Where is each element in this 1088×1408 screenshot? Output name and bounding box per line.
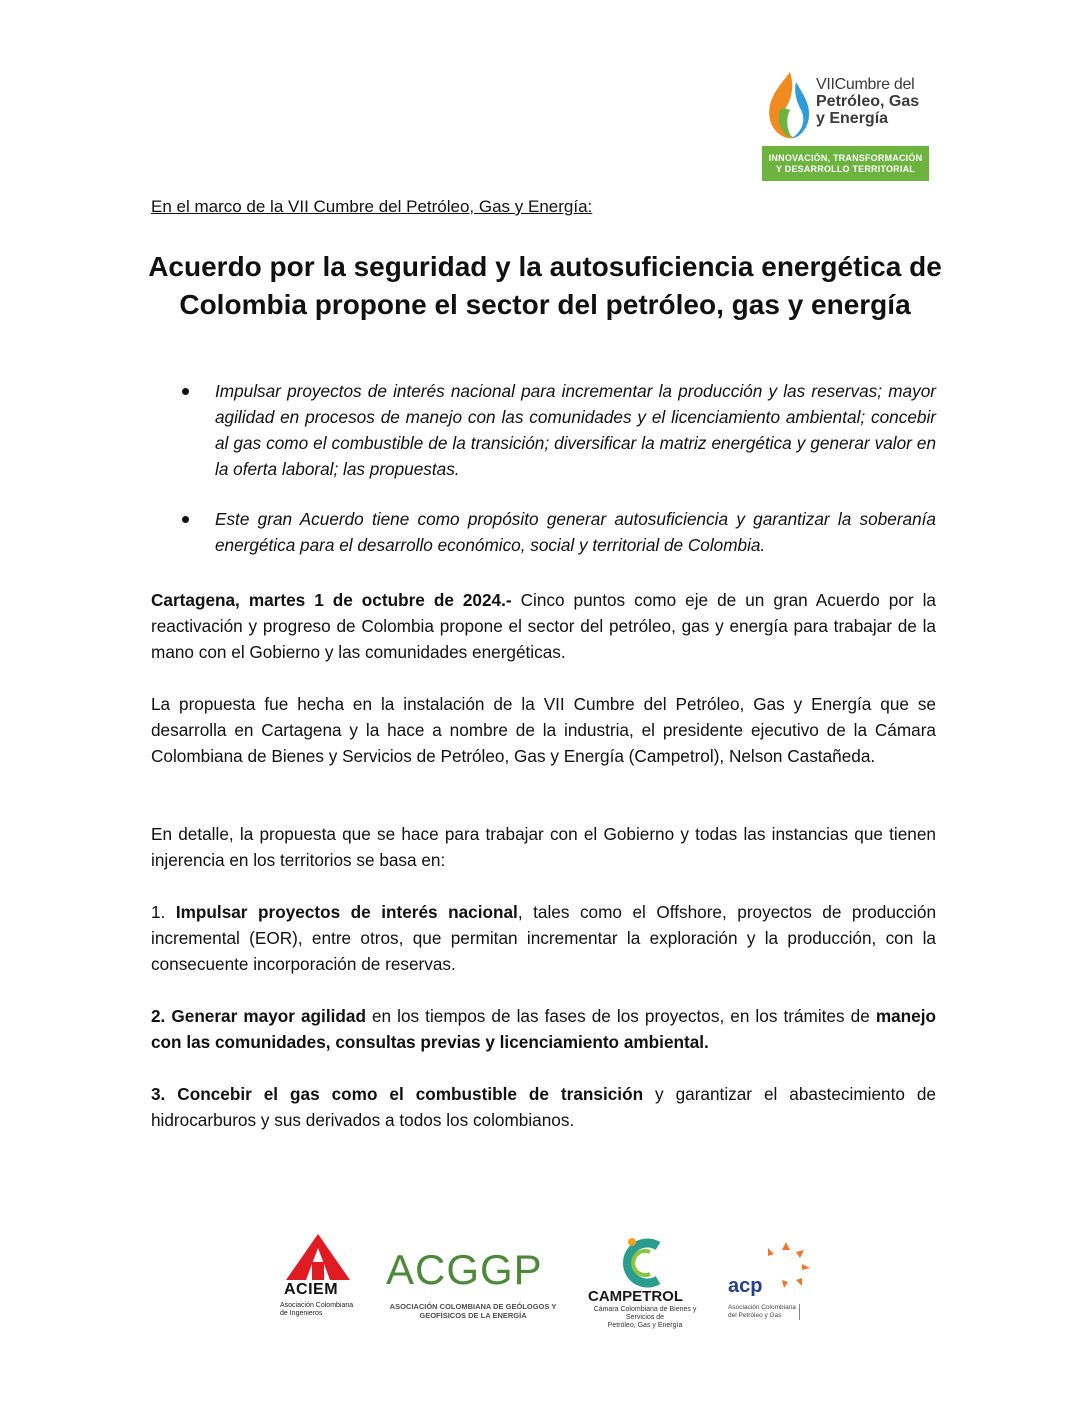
acp-name: acp xyxy=(728,1275,763,1297)
bullet-dot-icon xyxy=(182,516,189,523)
aciem-logo xyxy=(276,1232,360,1324)
document-title: Acuerdo por la seguridad y la autosuficiencia energética de Colombia propone el sector del petróleo, gas y energía xyxy=(148,251,942,320)
campetrol-sub-line: Petróleo, Gas y Energía xyxy=(607,1322,683,1329)
acggp-sub-line: ASOCIACIÓN COLOMBIANA DE GEÓLOGOS Y xyxy=(389,1302,557,1311)
bullet-item xyxy=(176,506,936,558)
acggp-logo xyxy=(386,1246,566,1328)
logo-line-1: VIICumbre del xyxy=(816,76,915,93)
logo-line-2: Petróleo, Gas xyxy=(816,93,920,110)
bullet-text: Este gran Acuerdo tiene como propósito generar autosuficiencia y garantizar la soberanía energética para el desarrollo económico, social y territorial de Colombia. xyxy=(215,509,936,555)
point-number: 1. xyxy=(151,902,176,922)
paragraph-text: Cinco puntos como eje de un gran Acuerdo por la reactivación y progreso de Colombia propone el sector del petróleo, gas y energía para trabajar de la mano con el Gobierno y las comunidades energéticas. xyxy=(151,590,936,662)
bullet-item xyxy=(176,378,936,482)
aciem-sub-line: Asociación Colombiana xyxy=(280,1302,354,1309)
aciem-sub-line: de Ingenieros xyxy=(280,1310,323,1317)
campetrol-name: CAMPETROL xyxy=(588,1288,683,1305)
point-1 xyxy=(151,899,936,977)
paragraph-proposal: La propuesta fue hecha en la instalación de la VII Cumbre del Petróleo, Gas y Energía que se desarrolla en Cartagena y la hace a nombre de la industria, el presidente ejecutivo de la Cámara Colombiana de Bienes y Servicios de Petróleo, Gas y Energía (Campetrol), Nelson Castañeda. xyxy=(151,694,936,766)
acp-logo xyxy=(724,1240,814,1330)
acggp-sub-line: GEOFÍSICOS DE LA ENERGÍA xyxy=(419,1311,527,1320)
paragraph-dateline xyxy=(151,587,936,665)
flame-icon xyxy=(760,70,820,142)
cumbre-logo xyxy=(760,70,930,182)
campetrol-c-icon xyxy=(584,1236,704,1288)
paragraph-detail: En detalle, la propuesta que se hace para trabajar con el Gobierno y todas las instancias que tienen injerencia en los territorios se basa en: xyxy=(151,824,936,870)
lead-line: En el marco de la VII Cumbre del Petróleo, Gas y Energía: xyxy=(151,197,593,216)
dateline: Cartagena, martes 1 de octubre de 2024.- xyxy=(151,590,512,610)
acp-sub-line: del Petróleo y Gas xyxy=(728,1312,782,1319)
point-text: en los tiempos de las fases de los proyectos, en los trámites de xyxy=(365,1006,876,1026)
acp-sub-line: Asociación Colombiana xyxy=(728,1304,796,1311)
point-heading: 2. Generar mayor agilidad xyxy=(151,1006,366,1026)
aciem-name: ACIEM xyxy=(284,1281,339,1298)
point-heading: Impulsar proyectos de interés nacional xyxy=(175,902,518,922)
logo-tagline-band xyxy=(762,146,929,181)
tagline-line-2: Y DESARROLLO TERRITORIAL xyxy=(776,164,915,174)
summary-bullets xyxy=(176,378,936,582)
acggp-name: ACGGP xyxy=(386,1246,543,1293)
campetrol-logo xyxy=(584,1236,704,1329)
bullet-dot-icon xyxy=(182,388,189,395)
point-text: , tales como el Offshore, proyectos de producción incremental (EOR), entre otros, que permitan incrementar la exploración y la producción, con la consecuente incorporación de reservas. xyxy=(151,902,937,974)
point-text: y garantizar el abastecimiento de hidrocarburos y sus derivados a todos los colombianos. xyxy=(151,1084,936,1130)
campetrol-sub-line: Cámara Colombiana de Bienes y Servicios de xyxy=(593,1306,697,1321)
bullet-text: Impulsar proyectos de interés nacional para incrementar la producción y las reservas; mayor agilidad en procesos de manejo con las comunidades y el licenciamiento ambiental; concebir al gas como el combustible de la transición; diversificar la matriz energética y generar valor en la oferta laboral; las propuestas. xyxy=(215,381,936,479)
point-3 xyxy=(151,1081,936,1133)
point-heading: 3. Concebir el gas como el combustible de transición xyxy=(151,1084,644,1104)
logo-line-3: y Energía xyxy=(816,110,889,127)
point-2 xyxy=(151,1003,936,1055)
tagline-line-1: INNOVACIÓN, TRANSFORMACIÓN xyxy=(768,153,923,163)
aciem-emblem-icon xyxy=(276,1232,360,1282)
point-emphasis: manejo con las comunidades, consultas previas y licenciamiento ambiental. xyxy=(151,1006,936,1052)
